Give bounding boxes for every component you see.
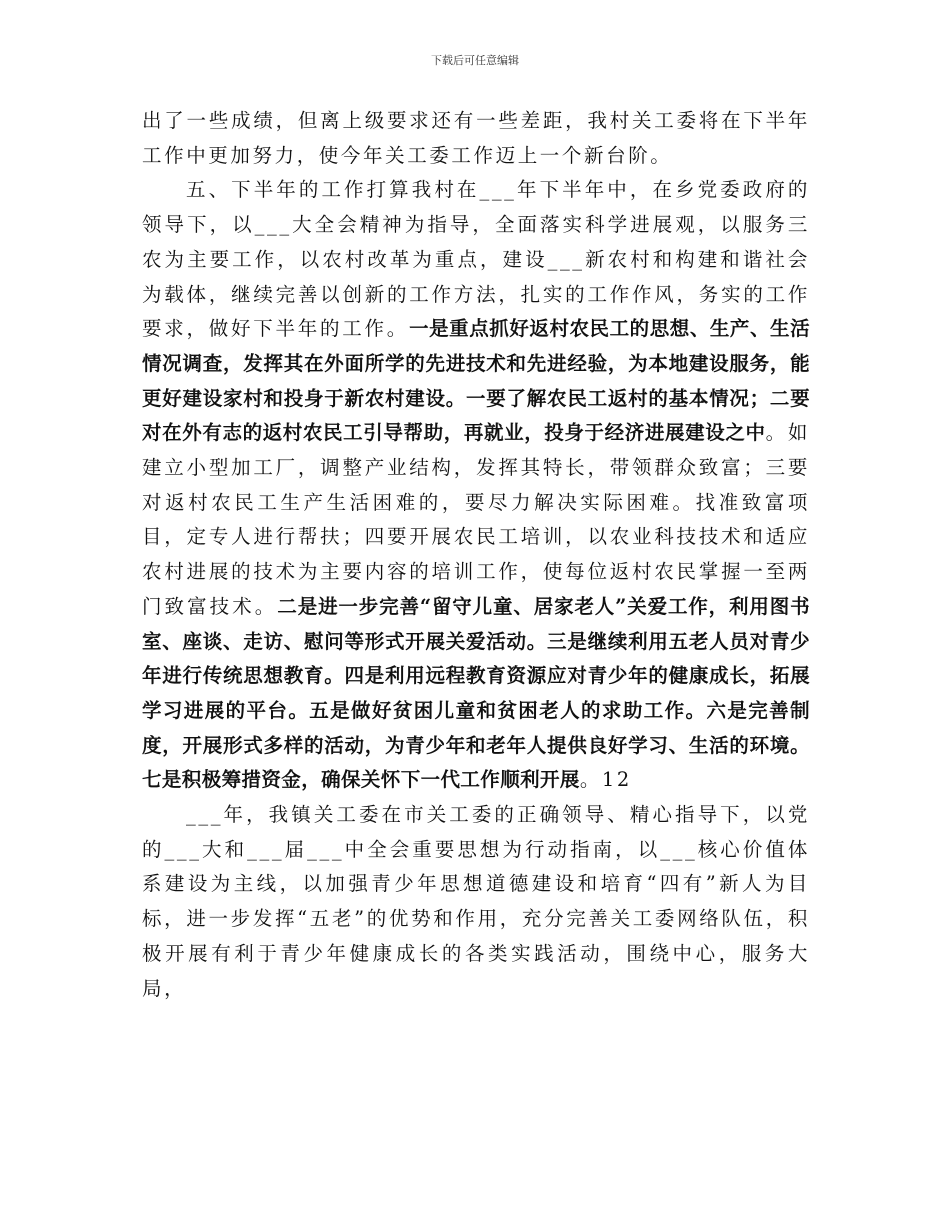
- paragraph-1: [142, 104, 810, 173]
- paragraph-2-bold-2: 二是进一步完善“留守儿童、居家老人”关爱工作，利用图书室、座谈、走访、慰问等形式开展关爱活动。三是继续利用五老人员对青少年进行传统思想教育。四是利用远程教育资源应对青少年的健康成长，拓展学习进展的平台。五是做好贫困儿童和贫困老人的求助工作。六是完善制度，开展形式多样的活动，为青少年和老年人提供良好学习、生活的环境。七是积极筹措资金，确保关怀下一代工作顺利开展: [142, 594, 811, 792]
- paragraph-2-text-1: 五、下半年的工作打算我村在___年下半年中，在乡党委政府的领导下，以___大全会精神为指导，全面落实科学进展观，以服务三农为主要工作，以农村改革为重点，建设___新农村和构建和谐社会为载体，继续完善以创新的工作方法，扎实的工作作风，务实的工作要求，做好下半年的工作。: [142, 178, 810, 341]
- page-header: 下载后可任意编辑: [431, 54, 519, 67]
- paragraph-3: [142, 798, 810, 1006]
- paragraph-2: [142, 173, 810, 798]
- paragraph-1-text: 出了一些成绩，但离上级要求还有一些差距，我村关工委将在下半年工作中更加努力，使今年关工委工作迈上一个新台阶。: [142, 109, 810, 167]
- paragraph-2-text-2: 。如建立小型加工厂，调整产业结构，发挥其特长，带领群众致富；三要对返村农民工生产生活困难的，要尽力解决实际困难。找准致富项目，定专人进行帮扶；四要开展农民工培训，以农业科技技术和适应农村进展的技术为主要内容的培训工作，使每位返村农民掌握一至两门致富技术。: [142, 421, 810, 618]
- paragraph-3-text: ___年，我镇关工委在市关工委的正确领导、精心指导下，以党的___大和___届___中全会重要思想为行动指南，以___核心价值体系建设为主线，以加强青少年思想道德建设和培育“四有”新人为目标，进一步发挥“五老”的优势和作用，充分完善关工委网络队伍，积极开展有利于青少年健康成长的各类实践活动，围绕中心，服务大局，: [142, 803, 811, 1000]
- document-body: [142, 104, 810, 1006]
- paragraph-2-text-3: 。12: [579, 768, 632, 792]
- paragraph-2-bold-1: 一是重点抓好返村农民工的思想、生产、生活情况调查，发挥其在外面所学的先进技术和先进经验，为本地建设服务，能更好建设家村和投身于新农村建设。一要了解农民工返村的基本情况；二要对在外有志的返村农民工引导帮助，再就业，投身于经济进展建设之中: [142, 317, 810, 445]
